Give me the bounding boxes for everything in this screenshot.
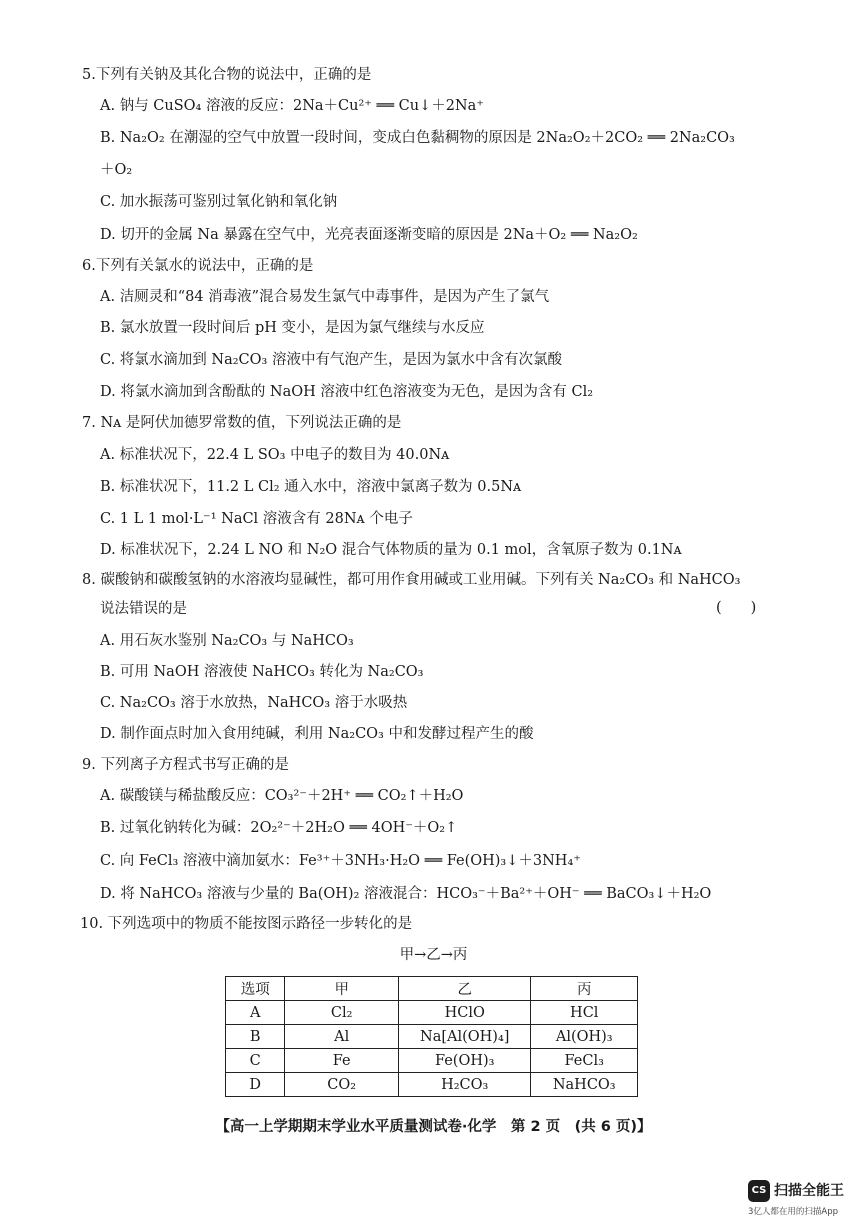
question-5-option-b: B. Na₂O₂ 在潮湿的空气中放置一段时间，变成白色黏稠物的原因是 2Na₂O₂＋2CO₂ ══ 2Na₂CO₃ xyxy=(100,130,735,146)
question-9-option-c: C. 向 FeCl₃ 溶液中滴加氨水：Fe³⁺＋3NH₃·H₂O ══ Fe(OH)₃↓＋3NH₄⁺ xyxy=(100,853,581,869)
question-7-option-c: C. 1 L 1 mol·L⁻¹ NaCl 溶液含有 28Nᴀ 个电子 xyxy=(100,511,413,527)
table-header-cell: 乙 xyxy=(398,977,531,1001)
question-7-option-d: D. 标准状况下，2.24 L NO 和 N₂O 混合气体物质的量为 0.1 mol，含氧原子数为 0.1Nᴀ xyxy=(100,542,682,558)
table-cell: NaHCO₃ xyxy=(531,1073,638,1097)
table-header-row xyxy=(226,977,638,1001)
question-7-option-b: B. 标准状况下，11.2 L Cl₂ 通入水中，溶液中氯离子数为 0.5Nᴀ xyxy=(100,479,522,495)
question-6-stem: 6.下列有关氯水的说法中，正确的是 xyxy=(82,258,314,274)
question-5-stem: 5.下列有关钠及其化合物的说法中，正确的是 xyxy=(82,67,372,83)
table-row xyxy=(226,1073,638,1097)
table-header-cell: 甲 xyxy=(285,977,399,1001)
question-5-option-d: D. 切开的金属 Na 暴露在空气中，光亮表面逐渐变暗的原因是 2Na＋O₂ ══ Na₂O₂ xyxy=(100,227,638,243)
question-8-option-a: A. 用石灰水鉴别 Na₂CO₃ 与 NaHCO₃ xyxy=(100,633,354,649)
question-7-stem: 7. Nᴀ 是阿伏加德罗常数的值，下列说法正确的是 xyxy=(82,415,402,431)
question-9-option-b: B. 过氧化钠转化为碱：2O₂²⁻＋2H₂O ══ 4OH⁻＋O₂↑ xyxy=(100,820,458,836)
question-8-option-c: C. Na₂CO₃ 溶于水放热，NaHCO₃ 溶于水吸热 xyxy=(100,695,408,711)
answer-parentheses: ( ) xyxy=(716,600,757,616)
table-cell: H₂CO₃ xyxy=(398,1073,531,1097)
table-cell: Fe(OH)₃ xyxy=(398,1049,531,1073)
question-6-option-d: D. 将氯水滴加到含酚酞的 NaOH 溶液中红色溶液变为无色，是因为含有 Cl₂ xyxy=(100,384,594,400)
table-cell: Cl₂ xyxy=(285,1001,399,1025)
table-cell: Al xyxy=(285,1025,399,1049)
question-10-stem: 10. 下列选项中的物质不能按图示路径一步转化的是 xyxy=(80,916,413,932)
table-cell: Al(OH)₃ xyxy=(531,1025,638,1049)
question-8-stem-cont: 说法错误的是 xyxy=(100,601,187,617)
table-cell: C xyxy=(226,1049,285,1073)
table-cell: A xyxy=(226,1001,285,1025)
question-8-option-b: B. 可用 NaOH 溶液使 NaHCO₃ 转化为 Na₂CO₃ xyxy=(100,664,424,680)
conversion-scheme: 甲→乙→丙 xyxy=(399,947,468,963)
question-7-option-a: A. 标准状况下，22.4 L SO₃ 中电子的数目为 40.0Nᴀ xyxy=(100,447,450,463)
question-5-option-c: C. 加水振荡可鉴别过氧化钠和氧化钠 xyxy=(100,194,338,210)
question-5-option-a: A. 钠与 CuSO₄ 溶液的反应：2Na＋Cu²⁺ ══ Cu↓＋2Na⁺ xyxy=(100,98,484,114)
table-row xyxy=(226,1049,638,1073)
table-cell: CO₂ xyxy=(285,1073,399,1097)
table-cell: HClO xyxy=(398,1001,531,1025)
question-5-option-b-cont: ＋O₂ xyxy=(100,162,133,178)
table-cell: B xyxy=(226,1025,285,1049)
question-8-stem: 8. 碳酸钠和碳酸氢钠的水溶液均显碱性，都可用作食用碱或工业用碱。下列有关 Na₂CO₃ 和 NaHCO₃ xyxy=(82,572,741,588)
watermark-tagline: 3亿人都在用的扫描App xyxy=(748,1207,839,1217)
question-8-option-d: D. 制作面点时加入食用纯碱，利用 Na₂CO₃ 中和发酵过程产生的酸 xyxy=(100,726,534,742)
table-cell: HCl xyxy=(531,1001,638,1025)
table-row xyxy=(226,1001,638,1025)
watermark-app-name: 扫描全能王 xyxy=(774,1183,844,1199)
question-6-option-a: A. 洁厕灵和“84 消毒液”混合易发生氯气中毒事件，是因为产生了氯气 xyxy=(100,289,550,305)
options-table xyxy=(225,976,638,1097)
question-6-option-c: C. 将氯水滴加到 Na₂CO₃ 溶液中有气泡产生，是因为氯水中含有次氯酸 xyxy=(100,352,562,368)
table-header-cell: 选项 xyxy=(226,977,285,1001)
question-9-option-a: A. 碳酸镁与稀盐酸反应：CO₃²⁻＋2H⁺ ══ CO₂↑＋H₂O xyxy=(100,788,464,804)
table-header-cell: 丙 xyxy=(531,977,638,1001)
table-cell: Fe xyxy=(285,1049,399,1073)
question-6-option-b: B. 氯水放置一段时间后 pH 变小，是因为氯气继续与水反应 xyxy=(100,320,485,336)
table-row xyxy=(226,1025,638,1049)
table-cell: D xyxy=(226,1073,285,1097)
table-cell: FeCl₃ xyxy=(531,1049,638,1073)
table-cell: Na[Al(OH)₄] xyxy=(398,1025,531,1049)
question-9-option-d: D. 将 NaHCO₃ 溶液与少量的 Ba(OH)₂ 溶液混合：HCO₃⁻＋Ba²⁺＋OH⁻ ══ BaCO₃↓＋H₂O xyxy=(100,886,712,902)
camscanner-logo-icon: CS xyxy=(748,1180,770,1202)
page-footer: 【高一上学期期末学业水平质量测试卷·化学 第 2 页 (共 6 页)】 xyxy=(215,1119,652,1135)
question-9-stem: 9. 下列离子方程式书写正确的是 xyxy=(82,757,289,773)
